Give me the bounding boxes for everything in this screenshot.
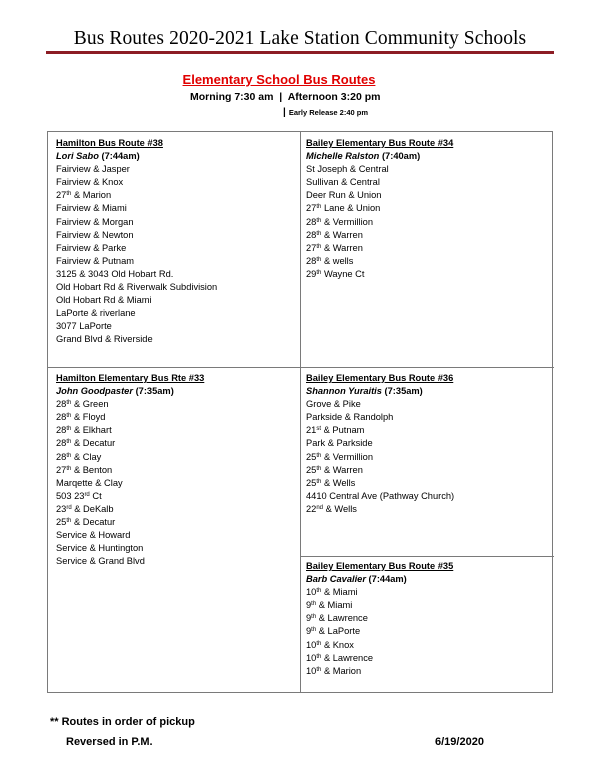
stop-item: [56, 242, 217, 255]
ordinal-suffix: th: [66, 439, 72, 446]
driver-line: [56, 150, 217, 163]
stop-item: [56, 307, 217, 320]
stop-text: & Warren: [321, 229, 363, 240]
ordinal-suffix: th: [316, 588, 322, 595]
stop-item: [56, 411, 204, 424]
stop-text: 28: [56, 451, 67, 462]
stop-item: [56, 216, 217, 229]
stop-item: [56, 451, 204, 464]
row-divider: [48, 367, 554, 368]
bell-times: [190, 91, 380, 103]
stop-text: 21: [306, 425, 317, 436]
stop-text: & wells: [321, 255, 354, 266]
route-cell: [56, 137, 217, 347]
driver-name: Lori Sabo: [56, 151, 99, 162]
stop-text: 10: [306, 587, 317, 598]
stop-item: [56, 503, 204, 516]
stop-text: & Knox: [321, 639, 354, 650]
stop-text: Service & Howard: [56, 530, 131, 541]
stop-text: & Marion: [321, 665, 362, 676]
stop-item: [56, 163, 217, 176]
ordinal-suffix: th: [66, 452, 72, 459]
stop-text: 9: [306, 626, 312, 637]
stop-text: 28: [306, 255, 317, 266]
driver-line: [56, 385, 204, 398]
ordinal-suffix: th: [316, 653, 322, 660]
stop-text: 27: [56, 190, 67, 201]
stop-text: Sullivan & Central: [306, 177, 380, 188]
stop-item: [306, 490, 454, 503]
document-title: Bus Routes 2020-2021 Lake Station Community Schools: [73, 28, 527, 49]
stop-text: Fairview & Knox: [56, 177, 124, 188]
pickup-time: (7:35am): [384, 386, 423, 397]
stop-text: Fairview & Miami: [56, 203, 127, 214]
ordinal-suffix: th: [66, 465, 72, 472]
stop-item: [306, 477, 454, 490]
route-cell: [56, 372, 204, 568]
stop-text: 10: [306, 652, 317, 663]
document-date: 6/19/2020: [435, 736, 484, 748]
stop-text: 28: [56, 438, 67, 449]
stop-item: [56, 424, 204, 437]
stop-item: [306, 411, 454, 424]
driver-name: Barb Cavalier: [306, 574, 366, 585]
stop-text: 29: [306, 268, 317, 279]
stop-item: [306, 268, 453, 281]
stop-item: [56, 229, 217, 242]
stop-text: 27: [56, 464, 67, 475]
stop-text: 25: [306, 451, 317, 462]
ordinal-suffix: th: [311, 614, 317, 621]
stop-text: 25: [306, 477, 317, 488]
stop-item: [306, 612, 453, 625]
stop-text: & Warren: [321, 242, 363, 253]
stop-text: Grand Blvd & Riverside: [56, 334, 153, 345]
stop-item: [306, 398, 454, 411]
pickup-time: (7:40am): [381, 151, 421, 162]
stop-item: [306, 176, 453, 189]
stop-text: & Elkhart: [71, 425, 112, 436]
driver-line: [306, 150, 453, 163]
footer-note-pickup-order: ** Routes in order of pickup: [50, 716, 195, 728]
stop-item: [306, 255, 453, 268]
stop-item: [306, 216, 453, 229]
stop-text: Grove & Pike: [306, 399, 361, 410]
stop-item: [56, 333, 217, 346]
route-cell: [306, 137, 453, 281]
stop-text: Deer Run & Union: [306, 190, 382, 201]
stop-item: [56, 268, 217, 281]
stop-item: [306, 599, 453, 612]
stop-text: 3125 & 3043 Old Hobart Rd.: [56, 268, 174, 279]
driver-name: Shannon Yuraitis: [306, 386, 382, 397]
ordinal-suffix: th: [316, 452, 322, 459]
ordinal-suffix: nd: [316, 504, 324, 511]
stop-text: 10: [306, 639, 317, 650]
ordinal-suffix: rd: [66, 504, 72, 511]
route-title: Bailey Elementary Bus Route #34: [306, 138, 454, 148]
ordinal-suffix: th: [66, 413, 72, 420]
stop-text: Fairview & Putnam: [56, 255, 135, 266]
morning-time: Morning 7:30 am: [190, 91, 274, 103]
stop-item: [56, 202, 217, 215]
ordinal-suffix: th: [66, 400, 72, 407]
stop-text: & Lawrence: [321, 652, 374, 663]
stop-item: [306, 242, 453, 255]
driver-name: Michelle Ralston: [306, 151, 380, 162]
stop-text: 9: [306, 600, 312, 611]
stop-text: 28: [56, 425, 67, 436]
stop-item: [306, 189, 453, 202]
route-title: Hamilton Elementary Bus Rte #33: [56, 373, 205, 383]
stop-item: [56, 320, 217, 333]
route-cell: [306, 372, 454, 516]
early-release-separator: |: [283, 107, 286, 118]
stop-item: [306, 503, 454, 516]
ordinal-suffix: st: [316, 426, 322, 433]
stop-text: & Floyd: [71, 412, 106, 423]
stop-item: [306, 586, 453, 599]
stop-text: 25: [306, 464, 317, 475]
stop-text: & Vermillion: [321, 451, 374, 462]
ordinal-suffix: th: [316, 478, 322, 485]
stop-item: [56, 555, 204, 568]
stop-text: & Vermillion: [321, 216, 374, 227]
stop-text: Ct: [89, 490, 102, 501]
stop-item: [306, 229, 453, 242]
stop-item: [306, 202, 453, 215]
stop-text: Wayne Ct: [321, 268, 365, 279]
stop-text: Fairview & Morgan: [56, 216, 134, 227]
ordinal-suffix: th: [316, 640, 322, 647]
stop-item: [56, 529, 204, 542]
stop-text: & DeKalb: [71, 503, 114, 514]
ordinal-suffix: th: [316, 243, 322, 250]
footer-note-reversed: Reversed in P.M.: [66, 736, 153, 748]
stop-text: Fairview & Parke: [56, 242, 127, 253]
stop-text: & Marion: [71, 190, 112, 201]
stop-text: & Lawrence: [316, 613, 368, 624]
stop-item: [56, 294, 217, 307]
stop-text: LaPorte & riverlane: [56, 308, 136, 319]
stop-item: [56, 255, 217, 268]
ordinal-suffix: th: [66, 426, 72, 433]
stop-text: & Decatur: [71, 438, 116, 449]
driver-name: John Goodpaster: [56, 386, 133, 397]
stop-text: & Wells: [321, 477, 356, 488]
ordinal-suffix: th: [316, 269, 322, 276]
stop-item: [56, 398, 204, 411]
stop-item: [56, 176, 217, 189]
stop-item: [306, 437, 454, 450]
stop-text: 9: [306, 613, 312, 624]
ordinal-suffix: th: [316, 256, 322, 263]
ordinal-suffix: th: [316, 204, 322, 211]
stop-item: [306, 665, 453, 678]
route-title: Bailey Elementary Bus Route #36: [306, 373, 454, 383]
stop-text: 22: [306, 503, 317, 514]
pickup-time: (7:35am): [135, 386, 174, 397]
time-separator: |: [279, 91, 283, 103]
stop-text: Parkside & Randolph: [306, 412, 394, 423]
pickup-time: (7:44am): [368, 574, 407, 585]
ordinal-suffix: th: [316, 217, 322, 224]
stop-text: 25: [56, 517, 67, 528]
title-underline-rule: [46, 51, 554, 54]
stop-item: [56, 437, 204, 450]
stop-item: [306, 451, 454, 464]
ordinal-suffix: th: [311, 601, 317, 608]
route-title: Bailey Elementary Bus Route #35: [306, 561, 454, 571]
stop-text: Service & Huntington: [56, 543, 144, 554]
stop-item: [56, 516, 204, 529]
ordinal-suffix: th: [316, 230, 322, 237]
ordinal-suffix: th: [66, 518, 72, 525]
ordinal-suffix: th: [316, 666, 322, 673]
route-cell: [306, 560, 453, 678]
stop-text: 27: [306, 242, 317, 253]
stop-text: 28: [306, 229, 317, 240]
stop-text: 23: [56, 503, 67, 514]
row-divider-right: [300, 556, 554, 557]
stop-text: Fairview & Jasper: [56, 164, 130, 175]
stop-text: & Wells: [323, 503, 357, 514]
stop-text: & Clay: [71, 451, 102, 462]
stop-text: & Warren: [321, 464, 363, 475]
stop-item: [306, 464, 454, 477]
stop-item: [56, 281, 217, 294]
routes-table: [47, 131, 553, 693]
stop-item: [56, 490, 204, 503]
stop-item: [56, 477, 204, 490]
ordinal-suffix: th: [316, 465, 322, 472]
stop-text: & Putnam: [321, 425, 365, 436]
driver-line: [306, 385, 454, 398]
stop-text: 27: [306, 203, 317, 214]
stop-text: 10: [306, 665, 317, 676]
stop-text: 28: [56, 399, 67, 410]
route-title: Hamilton Bus Route #38: [56, 138, 163, 148]
stop-text: St Joseph & Central: [306, 164, 389, 175]
stop-item: [56, 542, 204, 555]
stop-text: & Decatur: [71, 517, 116, 528]
stop-text: Park & Parkside: [306, 438, 373, 449]
driver-line: [306, 573, 453, 586]
stop-item: [306, 652, 453, 665]
stop-text: 503 23: [56, 490, 85, 501]
section-heading: Elementary School Bus Routes: [182, 72, 376, 87]
stop-text: Old Hobart Rd & Riverwalk Subdivision: [56, 282, 218, 293]
afternoon-time: Afternoon 3:20 pm: [287, 91, 381, 103]
stop-text: Marqette & Clay: [56, 477, 123, 488]
stop-item: [56, 464, 204, 477]
stop-text: Fairview & Newton: [56, 229, 134, 240]
stop-text: & LaPorte: [316, 626, 361, 637]
early-release-time: Early Release 2:40 pm: [288, 108, 369, 117]
stop-item: [306, 163, 453, 176]
pickup-time: (7:44am): [101, 151, 140, 162]
stop-item: [306, 424, 454, 437]
stop-item: [306, 639, 453, 652]
stop-item: [56, 189, 217, 202]
stop-text: & Miami: [321, 587, 358, 598]
ordinal-suffix: th: [66, 191, 72, 198]
early-release: [283, 107, 368, 118]
ordinal-suffix: rd: [84, 491, 90, 498]
column-divider: [300, 132, 301, 692]
stop-text: Service & Grand Blvd: [56, 556, 145, 567]
stop-text: 3077 LaPorte: [56, 321, 112, 332]
stop-text: & Benton: [71, 464, 113, 475]
stop-text: Old Hobart Rd & Miami: [56, 295, 152, 306]
stop-item: [306, 625, 453, 638]
ordinal-suffix: th: [311, 627, 317, 634]
stop-text: 4410 Central Ave (Pathway Church): [306, 490, 455, 501]
stop-text: 28: [306, 216, 317, 227]
stop-text: & Green: [71, 399, 109, 410]
stop-text: & Miami: [316, 600, 353, 611]
stop-text: 28: [56, 412, 67, 423]
stop-text: Lane & Union: [321, 203, 381, 214]
